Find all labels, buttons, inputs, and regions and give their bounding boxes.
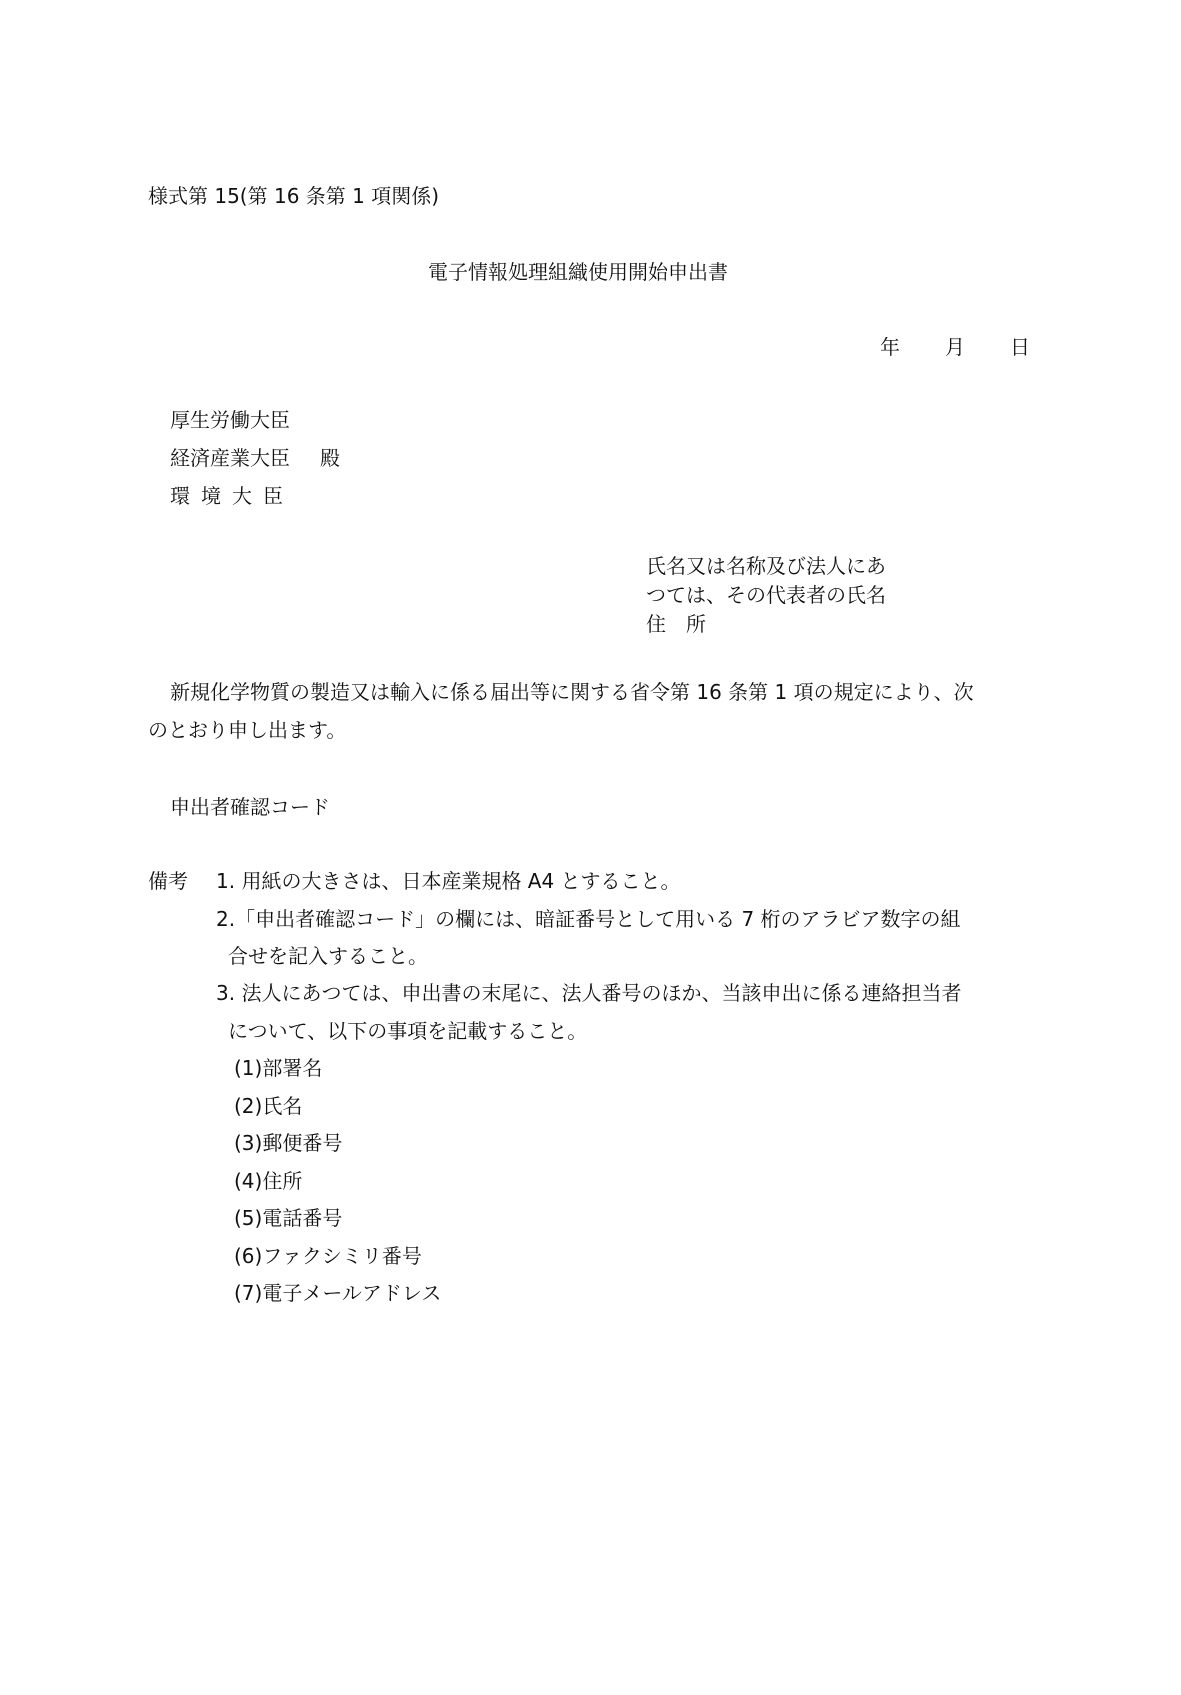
note-3-line2: について、以下の事項を記載すること。 bbox=[228, 1019, 588, 1043]
note-3-line1: 3. 法人にあつては、申出書の末尾に、法人番号のほか、当該申出に係る連絡担当者 bbox=[216, 981, 962, 1005]
note-1: 1. 用紙の大きさは、日本産業規格 A4 とすること。 bbox=[216, 869, 681, 893]
note-2-line1: 2.「申出者確認コード」の欄には、暗証番号として用いる 7 桁のアラビア数字の組 bbox=[216, 907, 961, 931]
notes-label: 備考 bbox=[148, 869, 188, 893]
contact-item: (4)住所 bbox=[234, 1169, 303, 1193]
contact-item: (6)ファクシミリ番号 bbox=[234, 1244, 422, 1268]
contact-item: (3)郵便番号 bbox=[234, 1131, 343, 1155]
note-2-line2: 合せを記入すること。 bbox=[228, 944, 428, 968]
contact-item: (2)氏名 bbox=[234, 1094, 303, 1118]
addressee-moe: 環境大臣 bbox=[170, 484, 294, 508]
contact-item: (5)電話番号 bbox=[234, 1206, 343, 1230]
body-text-line2: のとおり申し出ます。 bbox=[148, 718, 347, 742]
date-day: 日 bbox=[1010, 335, 1030, 359]
date-line bbox=[880, 337, 1030, 359]
addressee-honorific: 殿 bbox=[320, 446, 340, 470]
date-year: 年 bbox=[880, 335, 900, 359]
contact-item: (1)部署名 bbox=[234, 1056, 323, 1080]
applicant-name-line2: つては、その代表者の氏名 bbox=[646, 583, 886, 607]
applicant-name-line1: 氏名又は名称及び法人にあ bbox=[646, 554, 886, 578]
date-month: 月 bbox=[945, 335, 965, 359]
body-text-line1: 新規化学物質の製造又は輸入に係る届出等に関する省令第 16 条第 1 項の規定により、次 bbox=[170, 680, 974, 704]
addressee-meti: 経済産業大臣 bbox=[170, 446, 290, 470]
applicant-code-label: 申出者確認コード bbox=[170, 795, 330, 819]
contact-item: (7)電子メールアドレス bbox=[234, 1281, 442, 1305]
document-title: 電子情報処理組織使用開始申出書 bbox=[428, 260, 728, 284]
applicant-address-label: 住 所 bbox=[646, 612, 706, 636]
addressee-mhlw: 厚生労働大臣 bbox=[170, 408, 290, 432]
form-number: 様式第 15(第 16 条第 1 項関係) bbox=[148, 184, 440, 208]
